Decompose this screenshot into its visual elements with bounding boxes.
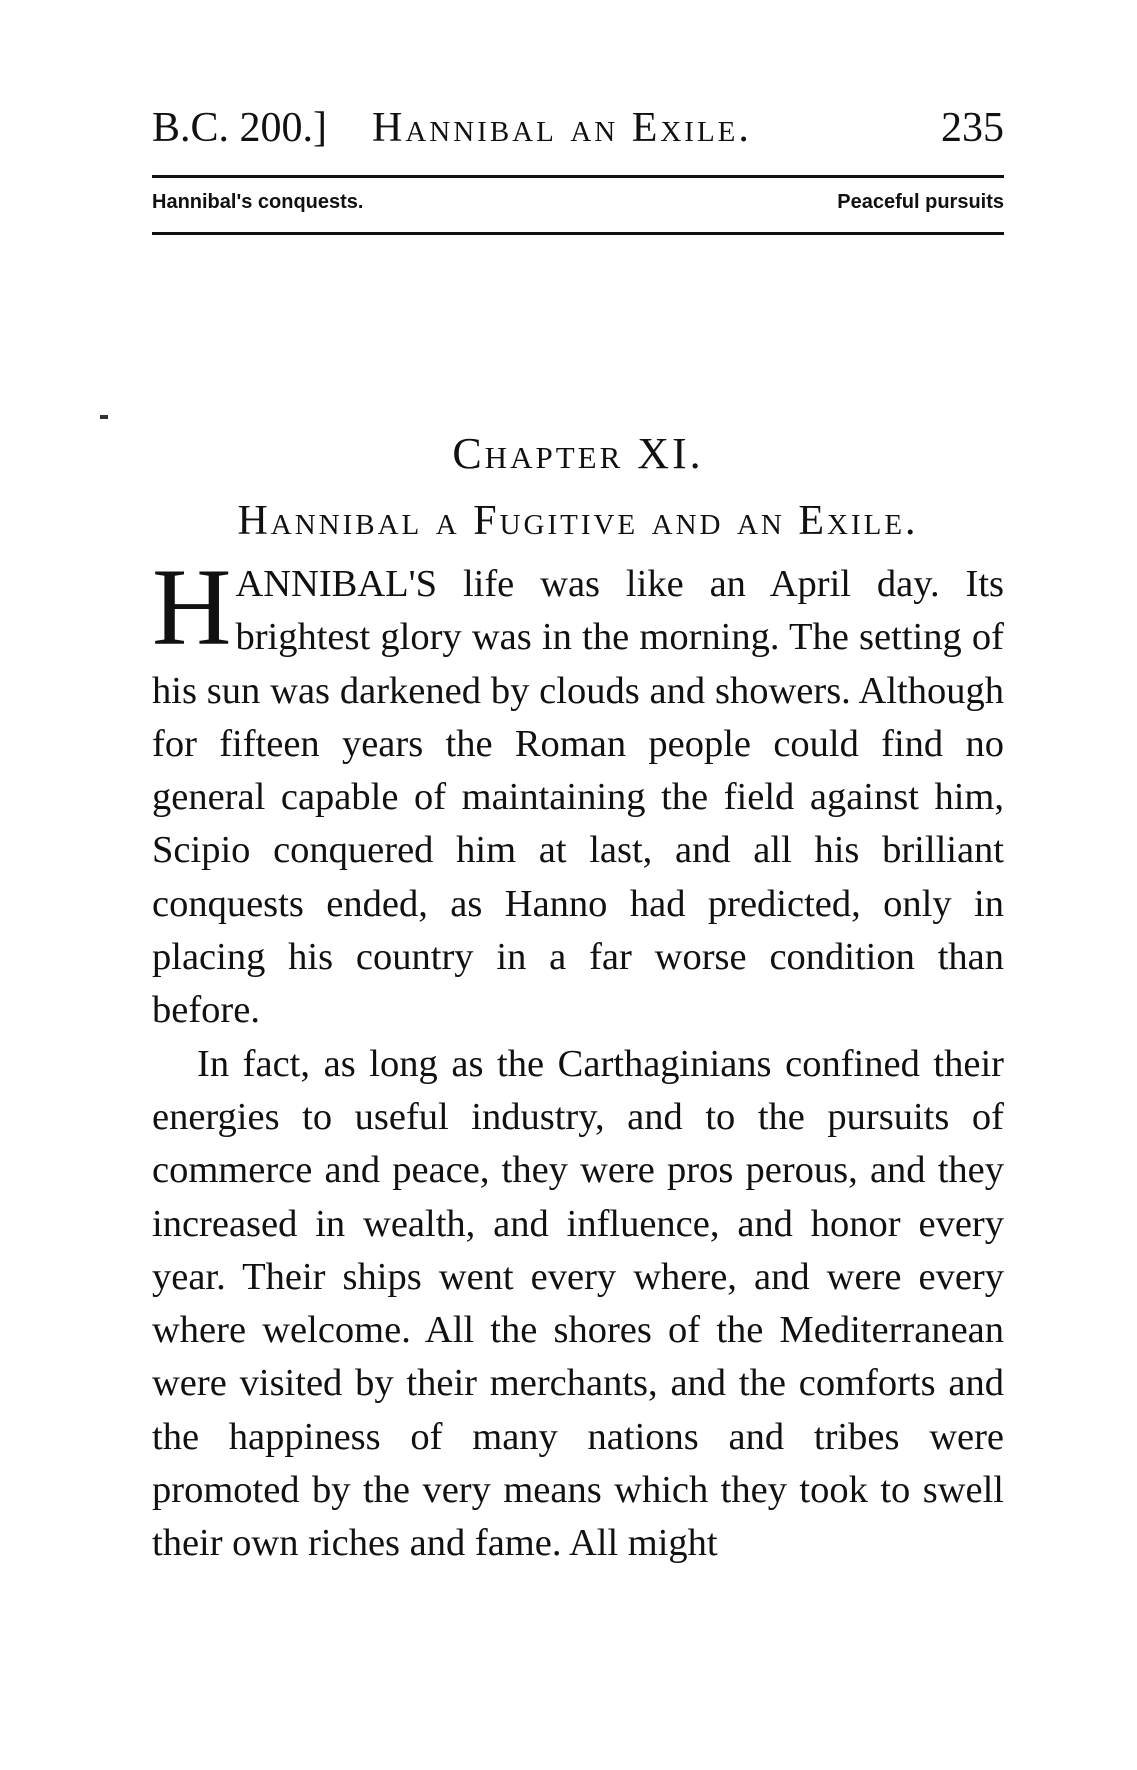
paragraph-2	[152, 1038, 1004, 1571]
paragraph-1-text: ANNIBAL'S life was like an April day. Its brightest glory was in the morning. The setting of his sun was darkened by clouds and showers. Although for fifteen years the Roman people could find no general capable of maintaining the field against him, Scipio conquered him at last, and all his brilliant conquests ended, as Hanno had predicted, only in placing his country in a far worse condition than before.	[152, 563, 1004, 1032]
running-head	[152, 104, 1004, 164]
body-text	[152, 546, 1004, 1571]
marginal-subhead	[152, 187, 1004, 221]
book-page	[152, 0, 1004, 1770]
subhead-right: Peaceful pursuits	[837, 191, 1004, 213]
paragraph-2-text: In fact, as long as the Carthaginians confined their energies to useful industry, and to the pursuits of commerce and peace, they were pros perous, and they increased in wealth, and influence, and honor every year. Their ships went every where, and were every where welcome. All the shores of the Mediterranean were visited by their merchants, and the comforts and the happiness of many nations and tribes were promoted by the very means which they took to swell their own riches and fame. All might	[152, 1042, 1004, 1565]
paragraph-1	[152, 546, 1004, 1038]
chapter-number	[152, 428, 1004, 479]
chapter-title-text: Hannibal a Fugitive and an Exile.	[237, 498, 919, 544]
chapter-number-text: Chapter XI.	[452, 429, 704, 478]
chapter-title	[152, 497, 1004, 545]
header-rule-bottom	[152, 232, 1004, 235]
running-head-title-text: Hannibal an Exile.	[372, 105, 752, 151]
page-number: 235	[941, 105, 1004, 151]
running-head-title	[372, 104, 752, 152]
header-rule-top	[152, 175, 1004, 178]
running-head-date: B.C. 200.]	[152, 105, 328, 151]
subhead-left: Hannibal's conquests.	[152, 191, 364, 213]
drop-cap: H	[152, 546, 232, 668]
stray-ink-mark	[100, 415, 108, 419]
